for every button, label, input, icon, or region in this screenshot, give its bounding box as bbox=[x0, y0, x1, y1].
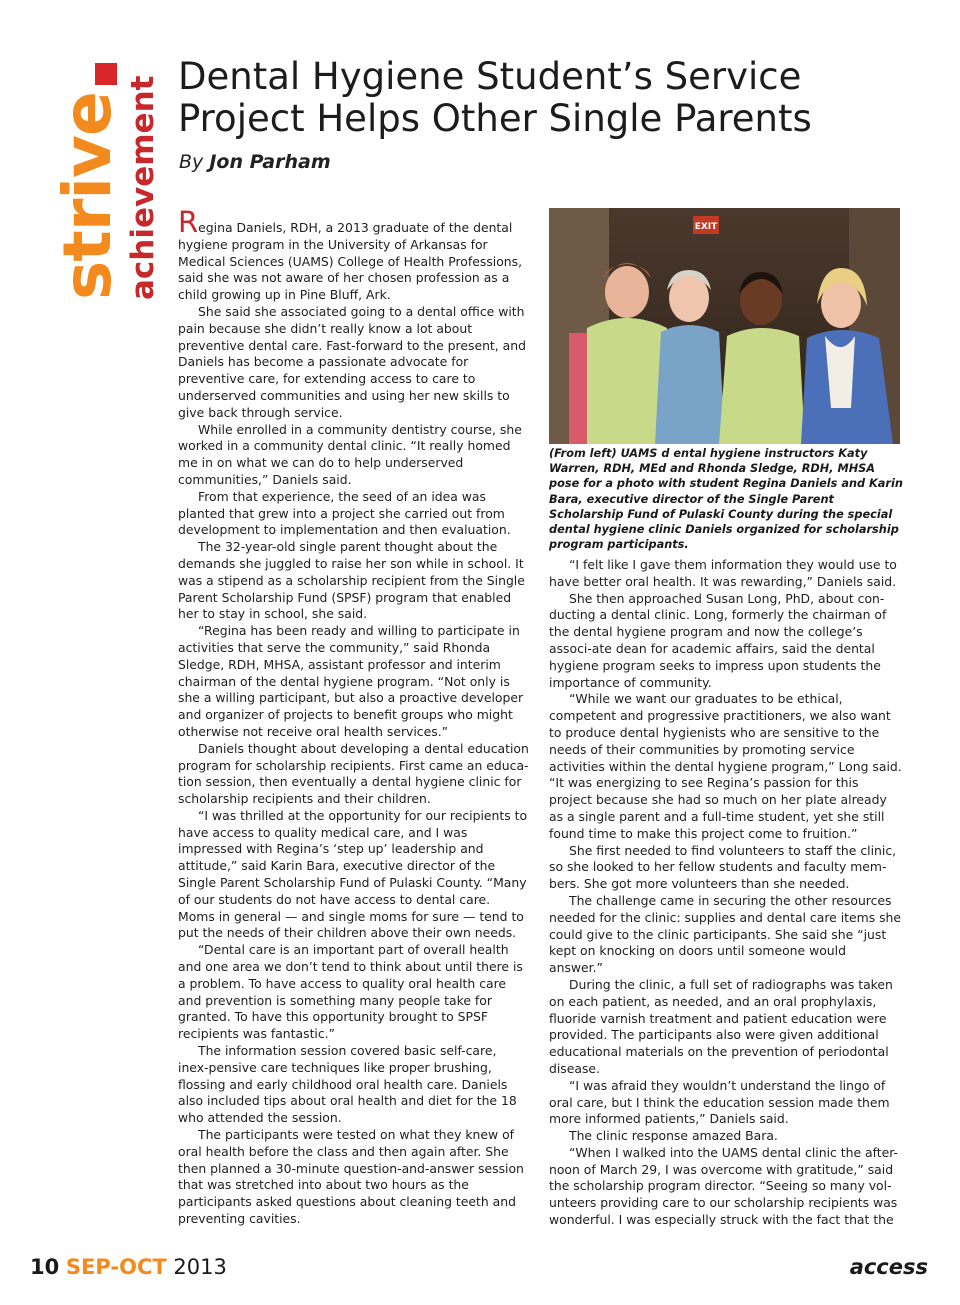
article-photo bbox=[549, 208, 900, 444]
magazine-name: access bbox=[849, 1255, 928, 1279]
paragraph: “I was afraid they wouldn’t understand the lingo of oral care, but I think the education session made them more informed patients,” Daniels said. bbox=[549, 1077, 890, 1127]
section-label-strive: strive bbox=[49, 92, 126, 300]
section-label-achievement: achievement bbox=[125, 75, 161, 300]
paragraph: “I was thrilled at the opportunity for our recipients to have access to quality medical care, and I was impressed with Regina’s ‘step up’ leadership and attitude,” said Karin Bara, executive director of the Single Parent Scholarship Fund of Pulaski County. “Many of our students do not have access to dental care. Moms in general — and single moms for sure — tend to put the needs of their children above their own needs. bbox=[178, 807, 528, 941]
article-column-right bbox=[549, 557, 903, 1229]
drop-cap: R bbox=[178, 205, 199, 239]
issue-year: 2013 bbox=[173, 1255, 227, 1279]
article-headline: Dental Hygiene Student’s Service Project Helps Other Single Parents bbox=[178, 55, 812, 140]
issue-months: SEP-OCT bbox=[65, 1255, 167, 1279]
paragraph: From that experience, the seed of an idea was planted that grew into a project she carried out from development to implementation and then evaluation. bbox=[178, 488, 511, 538]
paragraph: “I felt like I gave them information they would use to have better oral health. It was rewarding,” Daniels said. bbox=[549, 557, 897, 589]
author-name: Jon Parham bbox=[209, 151, 331, 173]
paragraph: Daniels thought about developing a dental education program for scholarship recipients. First came an educa-tion session, then eventually a dental hygiene clinic for scholarship recipients and their children. bbox=[178, 740, 529, 807]
paragraph: The 32-year-old single parent thought about the demands she juggled to raise her son while in school. It was a stipend as a scholarship recipient from the Single Parent Scholarship Fund (SPSF) program that enabled her to stay in school, she said. bbox=[178, 539, 525, 622]
section-label bbox=[49, 60, 166, 310]
photo-caption: (From left) UAMS d ental hygiene instructors Katy Warren, RDH, MEd and Rhonda Sledge, RDH, MHSA pose for a photo with student Regina Daniels and Karin Bara, executive director of the Single Parent Scholarship Fund of Pulaski County during the special dental hygiene clinic Daniels organized for scholarship program participants. bbox=[549, 447, 903, 552]
page-number: 10 bbox=[30, 1255, 60, 1279]
paragraph: The participants were tested on what they knew of oral health before the class and then again after. She then planned a 30-minute question-and-answer session that was stretched into about two hours as the participants asked questions about cleaning teeth and preventing cavities. bbox=[178, 1127, 524, 1227]
paragraph: The information session covered basic self-care, inex-pensive care techniques like proper brushing, flossing and early childhood oral health care. Daniels also included tips about oral health and diet for the 18 who attended the session. bbox=[178, 1043, 517, 1126]
byline-prefix: By bbox=[179, 151, 210, 173]
paragraph: “While we want our graduates to be ethical, competent and progressive practitioners, we also want to produce dental hygienists who are sensitive to the needs of their communities by promoting service activities within the dental hygiene program,” Long said. “It was energizing to see Regina’s passion for this project because she had so much on her plate already as a single parent and a full-time student, yet she still found time to make this project come to fruition.” bbox=[549, 691, 902, 841]
paragraph: She then approached Susan Long, PhD, about con-ducting a dental clinic. Long, formerly the chairman of the dental hygiene program and now the college’s associ-ate dean for academic affairs, said the dental hygiene program seeks to impress upon students the importance of community. bbox=[549, 590, 887, 690]
paragraph: During the clinic, a full set of radiographs was taken on each patient, as needed, and an oral prophylaxis, fluoride varnish treatment and patient education were provided. The participants also were given additional educational materials on the prevention of periodontal disease. bbox=[549, 976, 893, 1076]
article-column-left bbox=[178, 205, 530, 1228]
section-square-marker bbox=[95, 63, 117, 85]
paragraph bbox=[178, 205, 530, 304]
paragraph: While enrolled in a community dentistry course, she worked in a community dental clinic. “It really homed me in on what we can do to help underserved communities,” Daniels said. bbox=[178, 421, 522, 487]
paragraph: The clinic response amazed Bara. bbox=[569, 1128, 778, 1144]
paragraph: She said she associated going to a dental office with pain because she didn’t really know a lot about preventive dental care. Fast-forward to the present, and Daniels has become a passionate advocate for preventive care, for extending access to care to underserved communities and using her new skills to give back through service. bbox=[178, 303, 526, 420]
article-byline bbox=[179, 151, 331, 173]
paragraph: “When I walked into the UAMS dental clinic the after-noon of March 29, I was overcome with gratitude,” said the scholarship program director. “Seeing so many vol-unteers providing care to our scholarship recipients was wonderful. I was especially struck with the fact that the bbox=[549, 1144, 899, 1228]
footer-folio bbox=[30, 1255, 227, 1279]
group-photo-illustration bbox=[549, 208, 900, 444]
paragraph: She first needed to find volunteers to staff the clinic, so she looked to her fellow students and faculty mem-bers. She got more volunteers than she needed. bbox=[549, 842, 897, 892]
paragraph: “Dental care is an important part of overall health and one area we don’t tend to think about until there is a problem. To have access to quality oral health care and prevention is something many people take for granted. To have this opportunity brought to SPSF recipients was fantastic.” bbox=[178, 942, 523, 1042]
paragraph: The challenge came in securing the other resources needed for the clinic: supplies and dental care items she could give to the clinic participants. She said she “just kept on knocking on doors until someone would answer.” bbox=[549, 892, 902, 976]
paragraph: “Regina has been ready and willing to participate in activities that serve the community,” said Rhonda Sledge, RDH, MHSA, assistant professor and interim chairman of the dental hygiene program. “Not only is she a willing participant, but also a proactive developer and organizer of projects to benefit groups who might otherwise not receive oral health services.” bbox=[178, 623, 524, 739]
exit-sign-text: EXIT bbox=[694, 222, 718, 232]
paragraph-text: egina Daniels, RDH, a 2013 graduate of the dental hygiene program in the University of Arkansas for Medical Sciences (UAMS) College of Health Professions, said she was not aware of her chosen profession as a child growing up in Pine Bluff, Ark. bbox=[178, 220, 523, 303]
